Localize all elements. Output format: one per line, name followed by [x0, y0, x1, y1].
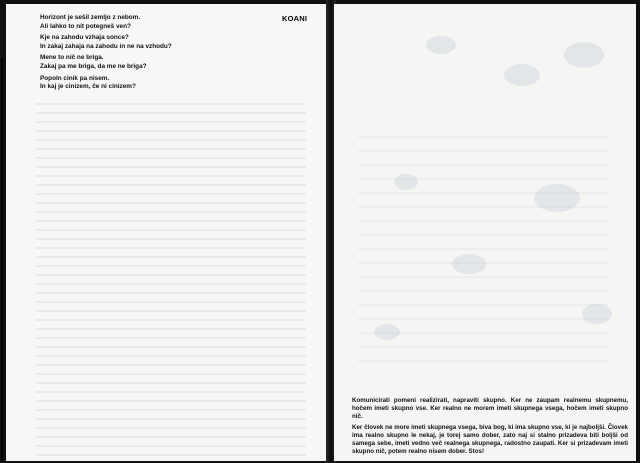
paper-stain	[504, 64, 540, 86]
poem-line: Mene to nič ne briga.	[40, 54, 104, 62]
poem-line: In kaj je cinizem, če ni cinizem?	[40, 83, 136, 91]
poem-line: In zakaj zahaja na zahodu in ne na vzhodu?	[40, 42, 172, 50]
stanza	[40, 54, 280, 71]
paper-stain	[426, 36, 456, 54]
show-through-text	[36, 96, 306, 461]
paper-stain	[534, 184, 580, 212]
poem-line: Zakaj pa me briga, da me ne briga?	[40, 62, 147, 70]
paper-stain	[564, 42, 604, 68]
poem-line: Ali lahko to nit potegneš ven?	[40, 22, 131, 30]
stanza	[40, 34, 280, 51]
right-page	[334, 4, 636, 461]
left-page	[6, 4, 328, 461]
stanza	[40, 14, 280, 31]
paragraph: Komunicirati pomeni realizirati, napraviti skupno. Ker ne zaupam realnemu skupnemu, hočem imeti skupno vse. Ker realno ne morem imeti skupnega vsega, hočem imeti skupno nič.	[352, 397, 628, 420]
poem-line: Horizont je sešil zemljo z nebom.	[40, 14, 141, 21]
paper-stain	[452, 254, 486, 274]
page-edge-mark	[1, 58, 3, 460]
poem-line: Popoln cinik pa nisem.	[40, 74, 110, 82]
page-title: KOANI	[282, 14, 308, 23]
body-text	[352, 397, 628, 459]
paper-stain	[394, 174, 418, 190]
paper-stain	[374, 324, 400, 340]
poem	[40, 14, 280, 95]
poem-line: Kje na zahodu vzhaja sonce?	[40, 34, 129, 42]
paragraph: Ker človek ne more imeti skupnega vsega, biva bog, ki ima skupno vse, ki je najboljši. Človek ima realno skupno le nekaj, je torej samo dober, zato naj si stalno prizadeva biti boljši od samega sebe, imeti vedno več realnega skupnega, radostno zaupati. Ker si prizadevam imeti skupno nič, potem realno nisem dober. Stos!	[352, 424, 628, 455]
stanza	[40, 75, 280, 92]
paper-stain	[582, 304, 612, 324]
